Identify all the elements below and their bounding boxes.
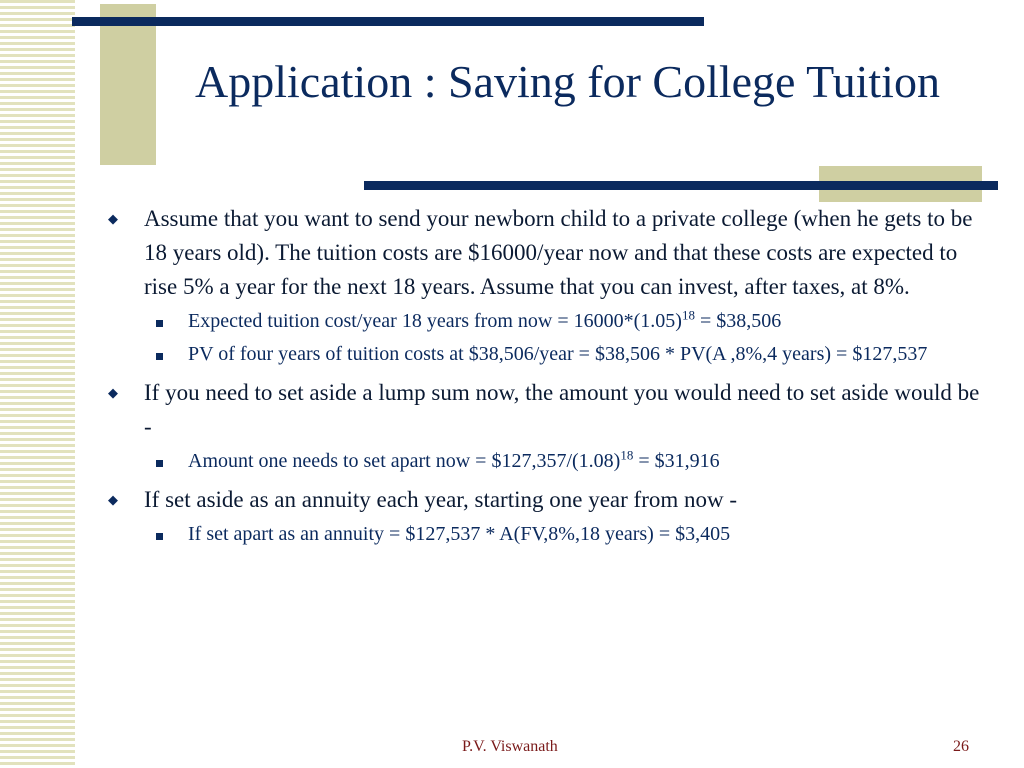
diamond-bullet-icon: ◆ [108,492,118,507]
footer-author: P.V. Viswanath [462,738,558,755]
sub-bullet-result: = $38,506 [694,310,782,332]
tan-block-top [100,4,156,165]
exponent: 18 [681,307,695,323]
diamond-bullet-icon: ◆ [108,211,118,226]
sub-bullet-text: Expected tuition cost/year 18 years from now = 16000*(1.05) [188,310,682,332]
diamond-bullet-icon: ◆ [108,385,118,400]
title-rule [364,181,998,190]
sub-bullet-list [144,306,980,370]
square-bullet-icon [156,353,163,360]
square-bullet-icon [156,460,163,467]
left-stripe-decoration [0,0,75,768]
sub-bullet-list [144,519,980,550]
bullet-item [100,483,980,550]
bullet-text: If you need to set aside a lump sum now, the amount you would need to set aside would be - [144,380,980,439]
sub-bullet-text: Amount one needs to set apart now = $127,357/(1.08) [188,450,621,472]
square-bullet-icon [156,533,163,540]
sub-bullet-item [144,306,980,337]
bullet-list [100,202,980,556]
sub-bullet-item [144,519,980,550]
bullet-text: If set aside as an annuity each year, starting one year from now - [144,487,738,512]
bullet-item [100,202,980,370]
sub-bullet-item [144,446,980,477]
sub-bullet-result: = $31,916 [633,450,720,472]
sub-bullet-text: PV of four years of tuition costs at $38,506/year = $38,506 * PV(A ,8%,4 years) = $127,537 [188,343,928,365]
sub-bullet-list [144,446,980,477]
sub-bullet-text: If set apart as an annuity = $127,537 * A(FV,8%,18 years) = $3,405 [188,523,731,545]
bullet-text: Assume that you want to send your newborn child to a private college (when he gets to be 18 years old). The tuition costs are $16000/year now and that these costs are expected to rise 5% a year for the next 18 years. Assume that you can invest, after taxes, at 8%. [144,206,973,299]
bullet-item [100,376,980,477]
sub-bullet-item [144,339,980,370]
page-number: 26 [953,738,969,755]
slide-title: Application : Saving for College Tuition [195,56,940,107]
square-bullet-icon [156,320,163,327]
exponent: 18 [620,447,634,463]
top-rule [72,17,704,26]
